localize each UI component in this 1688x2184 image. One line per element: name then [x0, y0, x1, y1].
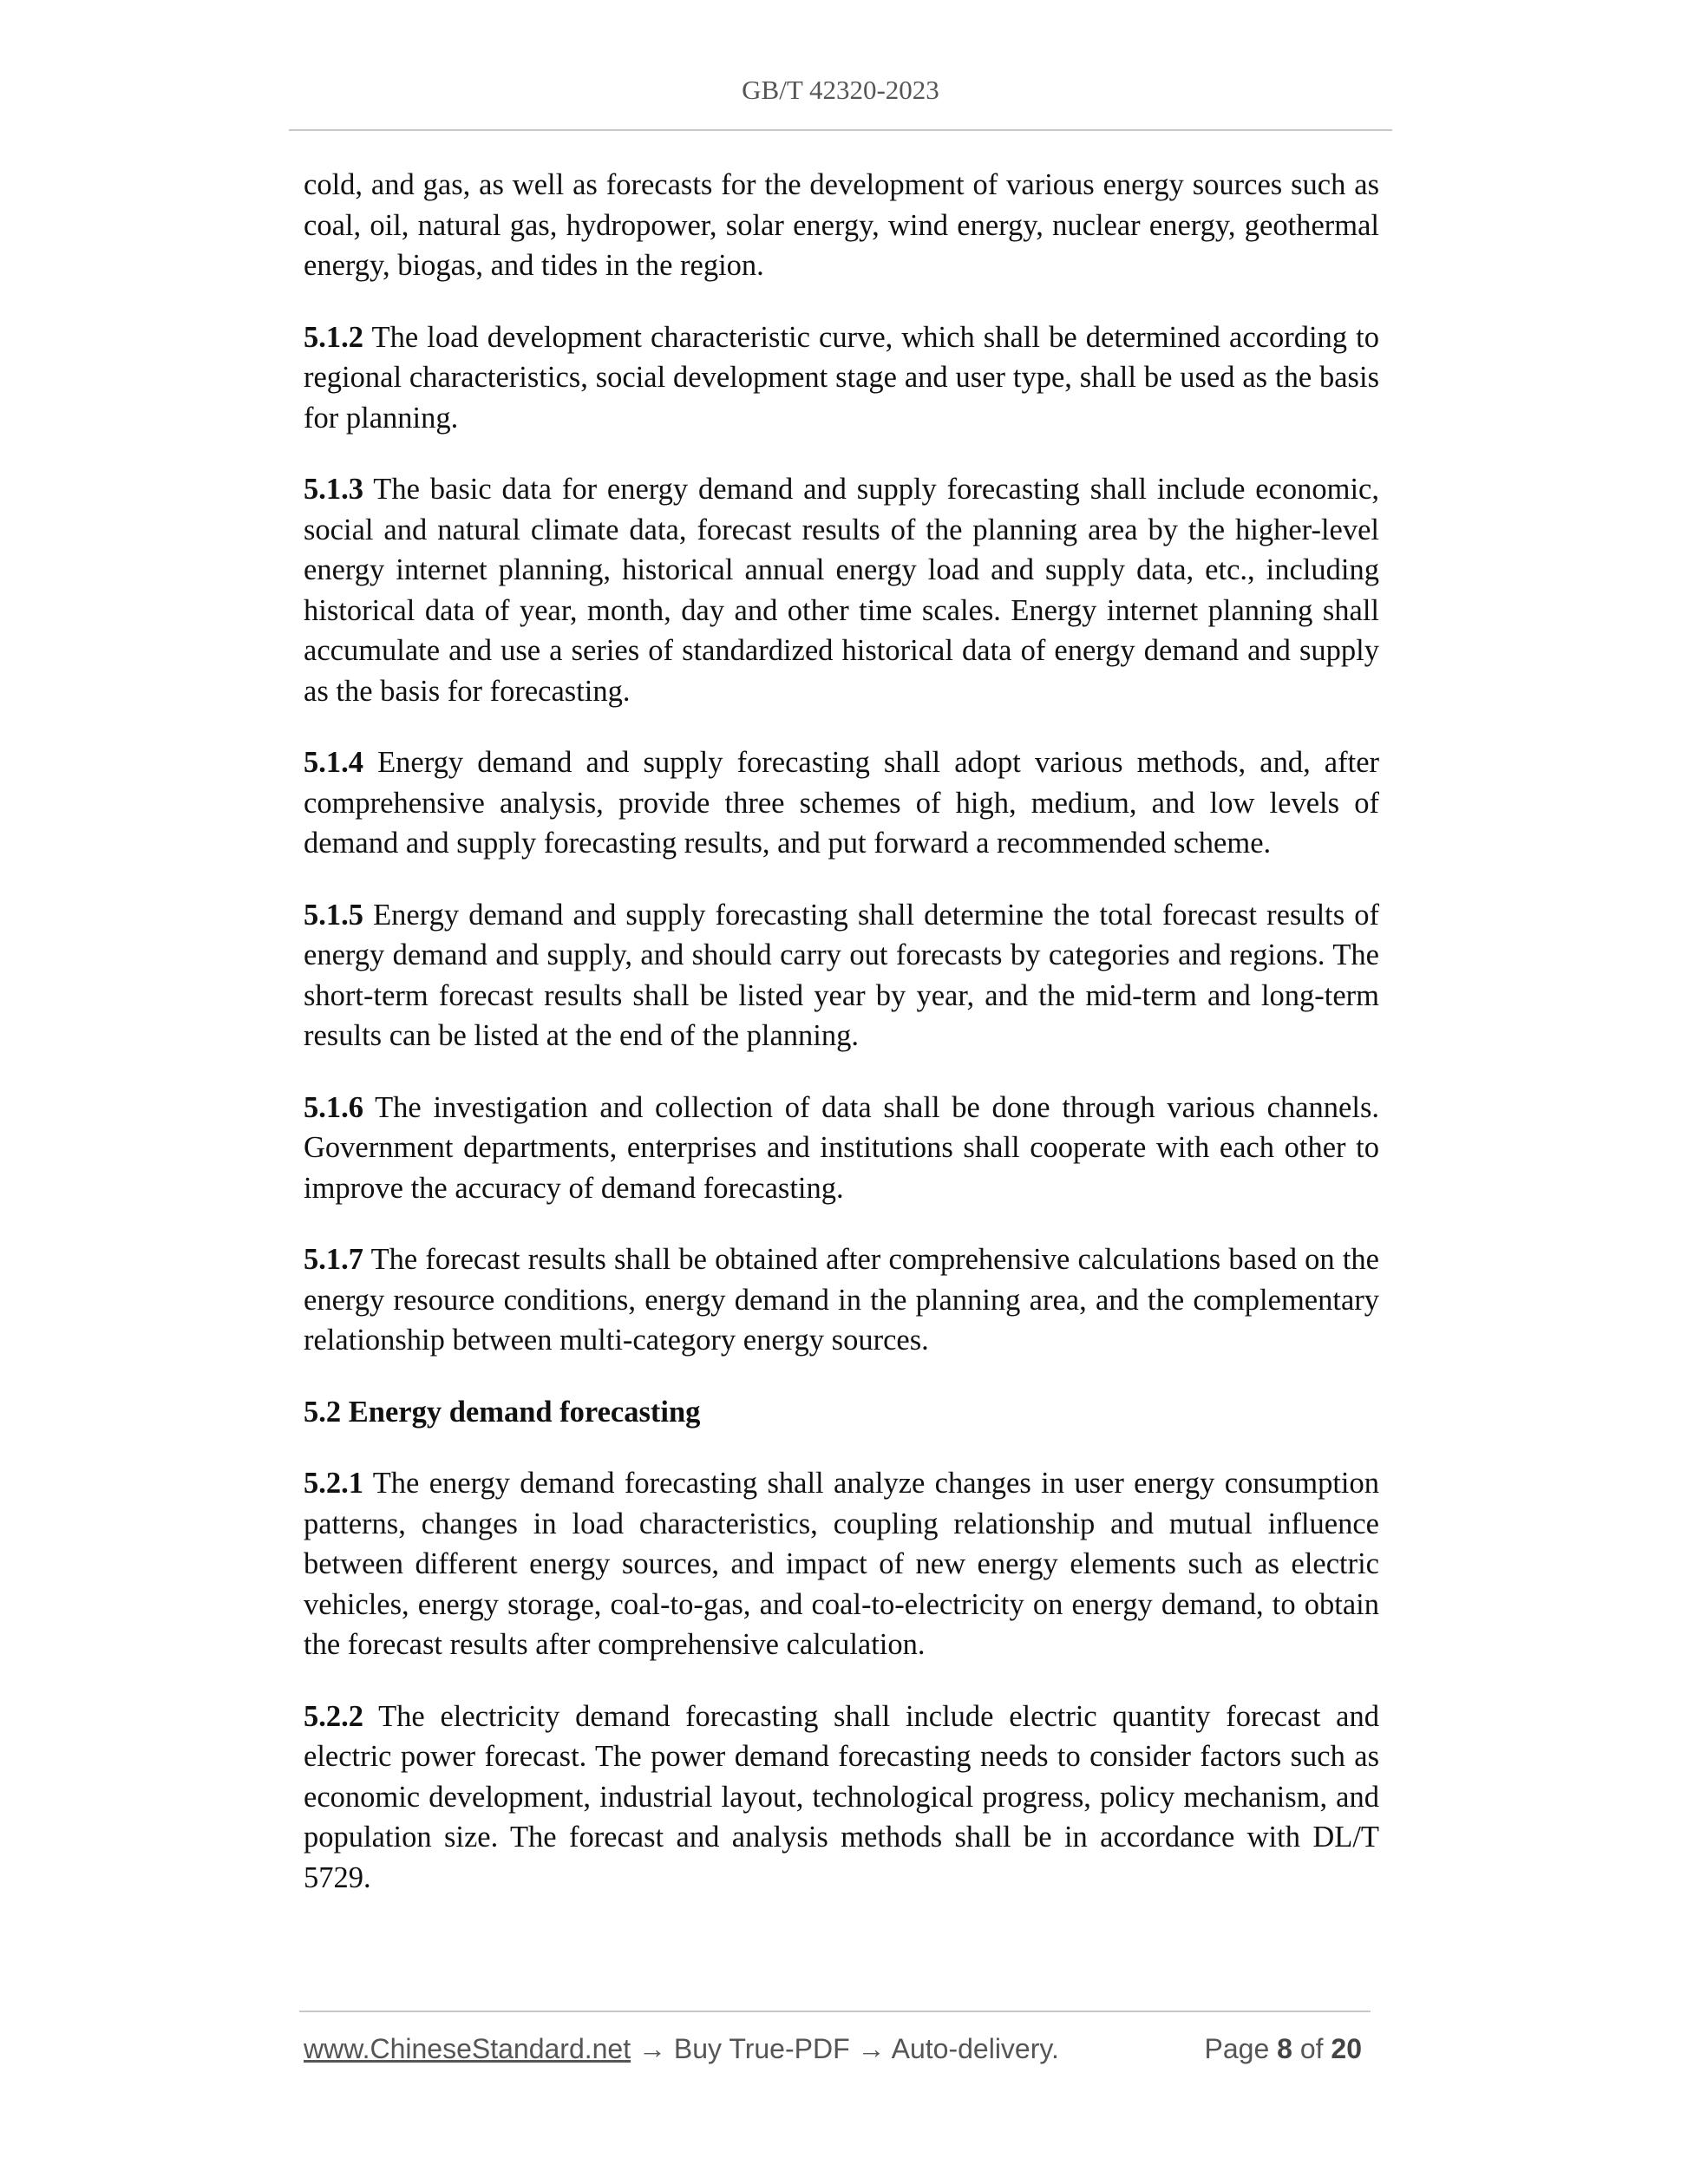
clause-number: 5.1.5: [304, 898, 363, 932]
clause-number: 5.1.4: [304, 746, 363, 779]
clause-5-1-2: [304, 317, 1379, 439]
website-link[interactable]: www.ChineseStandard.net: [304, 2033, 631, 2064]
page-header: GB/T 42320-2023: [742, 75, 939, 105]
footer-promo: [304, 2030, 1059, 2068]
clause-5-2-1: [304, 1463, 1379, 1665]
promo-text: → Buy True-PDF → Auto-delivery.: [631, 2033, 1059, 2064]
document-body: [304, 165, 1379, 1929]
clause-text: The investigation and collection of data shall be done through various channels. Government departments, enterprises and institutions shall cooperate with each other to improve the accuracy of demand forecasting.: [304, 1090, 1379, 1205]
clause-5-1-6: [304, 1088, 1379, 1209]
clause-number: 5.1.3: [304, 473, 363, 506]
page-total: 20: [1331, 2033, 1362, 2064]
footer-divider: [299, 2011, 1371, 2012]
header-divider: [289, 129, 1392, 131]
page-footer: [304, 2030, 1371, 2068]
page-current: 8: [1277, 2033, 1292, 2064]
page-word: Page: [1204, 2033, 1270, 2064]
page-indicator: [1205, 2030, 1362, 2068]
clause-number: 5.2.1: [304, 1467, 363, 1500]
clause-text: Energy demand and supply forecasting shall adopt various methods, and, after comprehensive analysis, provide three schemes of high, medium, and low levels of demand and supply forecasting results, and put forward a recommended scheme.: [304, 746, 1379, 860]
clause-number: 5.1.7: [304, 1243, 363, 1276]
clause-text: Energy demand and supply forecasting shall determine the total forecast results of energy demand and supply, and should carry out forecasts by categories and regions. The short-term forecast results shall be listed year by year, and the mid-term and long-term results can be listed at the end of the planning.: [304, 898, 1380, 1052]
of-word: of: [1299, 2033, 1324, 2064]
clause-5-2-2: [304, 1697, 1379, 1899]
clause-number: 5.1.6: [304, 1090, 363, 1124]
clause-5-1-5: [304, 895, 1379, 1056]
clause-text: The load development characteristic curve, which shall be determined according to regional characteristics, social development stage and user type, shall be used as the basis for planning.: [304, 320, 1379, 435]
paragraph-continuation: [304, 165, 1379, 286]
section-heading: 5.2 Energy demand forecasting: [304, 1395, 701, 1429]
clause-text: The basic data for energy demand and supply forecasting shall include economic, social and natural climate data, forecast results of the planning area by the higher-level energy internet planning, historical annual energy load and supply data, etc., including historical data of year, month, day and other time scales. Energy internet planning shall accumulate and use a series of standardized historical data of energy demand and supply as the basis for forecasting.: [304, 473, 1379, 708]
clause-text: The electricity demand forecasting shall include electric quantity forecast and electric power forecast. The power demand forecasting needs to consider factors such as economic development, industrial layout, technological progress, policy mechanism, and population size. The forecast and analysis methods shall be in accordance with DL/T 5729.: [304, 1699, 1379, 1894]
clause-number: 5.2.2: [304, 1699, 363, 1733]
clause-5-1-7: [304, 1239, 1379, 1361]
clause-5-1-3: [304, 469, 1379, 711]
clause-number: 5.1.2: [304, 320, 363, 354]
clause-5-1-4: [304, 742, 1379, 864]
clause-text: The forecast results shall be obtained after comprehensive calculations based on the energy resource conditions, energy demand in the planning area, and the complementary relationship between multi-category energy sources.: [304, 1243, 1379, 1357]
paragraph-text: cold, and gas, as well as forecasts for the development of various energy sources such as coal, oil, natural gas, hydropower, solar energy, wind energy, nuclear energy, geothermal energy, biogas, and tides in the region.: [304, 168, 1379, 282]
clause-text: The energy demand forecasting shall analyze changes in user energy consumption patterns, changes in load characteristics, coupling relationship and mutual influence between different energy sources, and impact of new energy elements such as electric vehicles, energy storage, coal-to-gas, and coal-to-electricity on energy demand, to obtain the forecast results after comprehensive calculation.: [304, 1467, 1379, 1661]
